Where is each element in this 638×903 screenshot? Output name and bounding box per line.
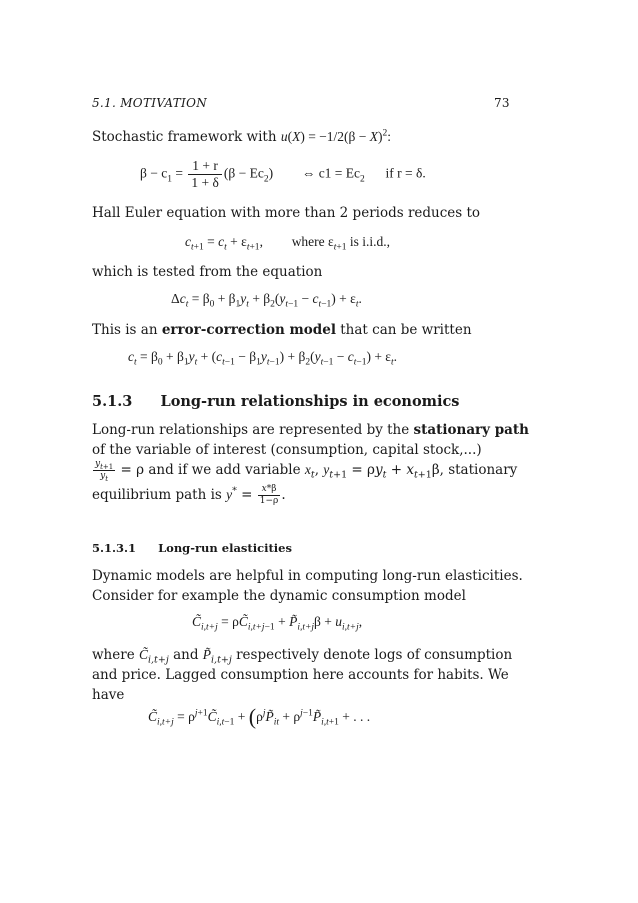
intro-inline-math: u — [280, 129, 288, 144]
equation-recursive-expansion: $C̃_{i,t+j}$ = $\rho^{j+1}C̃_{i,t-1}$ + ($\rho^jP̃_{it}$ + $\rho^{j-1}P̃_{i,t+1}$ + . . . — [148, 704, 371, 729]
long-run-line-4: equilibrium path is y* = $\frac{x*\beta}{1-\rho}$ . — [92, 484, 286, 506]
equation-random-walk: $c_{t+1} = c_t + \varepsilon_{t+1}$, where $\varepsilon_{t+1}$ is i.i.d., — [185, 234, 390, 253]
dynamic-line-2: Consider for example the dynamic consumption model — [92, 588, 466, 604]
section-title: Long-run relationships in economics — [160, 393, 460, 410]
section-heading — [92, 393, 459, 410]
equation-delta-ct: $\Delta c_t = \beta_0 + \beta_1y_t + \beta_2(y_{t-1} - c_{t-1}) + \varepsilon_t$. — [171, 291, 362, 310]
dynamic-line-1: Dynamic models are helpful in computing long-run elasticities. — [92, 568, 523, 584]
intro-paragraph: Stochastic framework with $u(X) = -1/2(\beta - X)^2$: — [92, 128, 392, 145]
long-run-line-2: of the variable of interest (consumption, capital stock,...) — [92, 442, 482, 458]
where-line-1: where $C̃_{i,t+j}$ and $P̃_{i,t+j}$ respectively denote logs of consumption — [92, 647, 513, 666]
subsection-number: 5.1.3.1 — [92, 541, 137, 555]
intro-text: Stochastic framework with — [92, 129, 277, 145]
equation-ecm: $c_t = \beta_0 + \beta_1y_t + (c_{t-1} - \beta_1y_{t-1}) + \beta_2(y_{t-1} - c_{t-1}) + \varepsilon_t$. — [128, 349, 397, 368]
stationary-path-term: stationary path — [413, 422, 529, 438]
equation-dynamic-consumption: $C̃_{i,t+j}$ = $\rho C̃_{i,t+j-1}$ + $P̃_{i,t+j}\beta + u_{i,t+j}$, — [192, 614, 363, 633]
section-number: 5.1.3 — [92, 393, 133, 410]
long-run-line-1: Long-run relationships are represented by the stationary path — [92, 422, 529, 438]
tested-text: which is tested from the equation — [92, 264, 323, 280]
equation-beta-c1: $\beta - c_1$ = $\frac{1 + r}{1 + \delta}$ $(\beta - Ec_2)$ ⇔ $c1 = Ec_2$ if r = δ. — [140, 158, 426, 190]
fraction-r-delta: $\frac{1 + r}{1 + \delta}$ — [188, 158, 221, 191]
fraction-equilibrium: $\frac{x*\beta}{1-\rho}$ — [259, 484, 279, 506]
hall-euler-text: Hall Euler equation with more than 2 periods reduces to — [92, 205, 481, 221]
long-run-line-3: $\frac{y_{t+1}}{y_t}$ = ρ and if we add variable $x_t$, $y_{t+1} = \rho y_t + x_{t+1}\beta$, stationary — [95, 459, 518, 483]
subsection-title: Long-run elasticities — [158, 541, 292, 555]
subsection-heading — [92, 541, 292, 555]
where-line-3: have — [92, 687, 125, 703]
where-line-2: and price. Lagged consumption here accounts for habits. We — [92, 667, 509, 683]
ecm-paragraph: This is an error-correction model that can be written — [92, 322, 472, 338]
ecm-term: error-correction model — [161, 322, 336, 338]
fraction-y-ratio: $\frac{y_{t+1}}{y_t}$ — [95, 459, 114, 483]
running-header-section: 5.1. MOTIVATION — [92, 96, 208, 110]
page-number: 73 — [494, 96, 510, 110]
